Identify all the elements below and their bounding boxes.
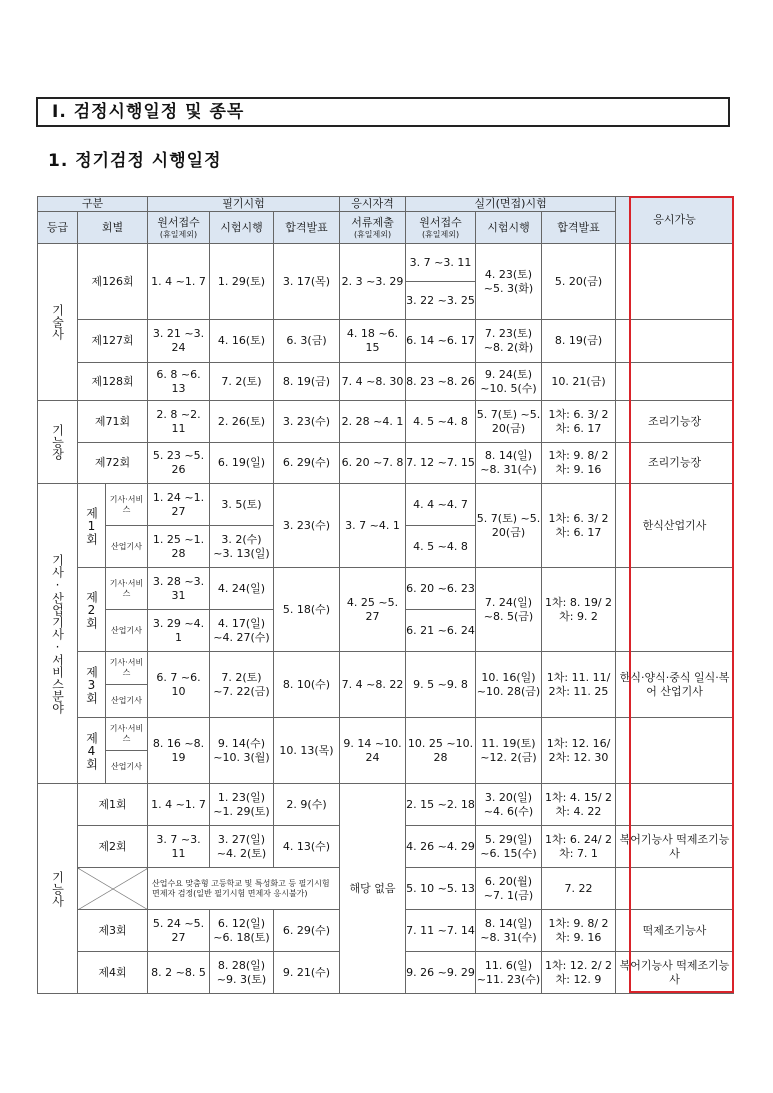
- table-cell: 1차: 6. 3/ 2차: 6. 17: [542, 484, 616, 568]
- table-cell: 1. 29(토): [210, 244, 274, 320]
- header-result: 합격발표: [274, 212, 340, 244]
- table-cell: 10. 25 ~10. 28: [406, 718, 476, 784]
- table-cell: 7. 24(일) ~8. 5(금): [476, 568, 542, 652]
- exemption-note: 산업수요 맞춤형 고등학교 및 특성화고 등 필기시험 면제자 검정(일반 필기시험 면제자 응시불가): [148, 868, 340, 910]
- table-cell: 6. 21 ~6. 24: [406, 610, 476, 652]
- table-cell: 3. 2(수) ~3. 13(일): [210, 526, 274, 568]
- table-cell: 1. 4 ~1. 7: [148, 244, 210, 320]
- header-eligibility: 응시자격: [340, 197, 406, 212]
- table-cell: 1차: 11. 11/ 2차: 11. 25: [542, 652, 616, 718]
- header-group: 구분: [38, 197, 148, 212]
- round-label: 제72회: [78, 443, 148, 484]
- table-cell: 1차: 8. 19/ 2차: 9. 2: [542, 568, 616, 652]
- table-cell: 1차: 9. 8/ 2차: 9. 16: [542, 910, 616, 952]
- table-cell: 조리기능장: [616, 443, 734, 484]
- table-cell: 7. 4 ~8. 22: [340, 652, 406, 718]
- table-cell: 6. 7 ~6. 10: [148, 652, 210, 718]
- sub-label: 산업기사: [106, 526, 148, 568]
- table-cell: 4. 24(일): [210, 568, 274, 610]
- table-cell: 3. 23(수): [274, 484, 340, 568]
- table-cell: 7. 2(토) ~7. 22(금): [210, 652, 274, 718]
- table-cell: 1차: 12. 2/ 2차: 12. 9: [542, 952, 616, 994]
- sub-label: 산업기사: [106, 751, 148, 784]
- table-cell: 3. 7 ~3. 11: [148, 826, 210, 868]
- table-cell: 1차: 9. 8/ 2차: 9. 16: [542, 443, 616, 484]
- round-label: 제4회: [78, 952, 148, 994]
- table-cell: 10. 21(금): [542, 363, 616, 401]
- table-cell: 9. 21(수): [274, 952, 340, 994]
- table-cell: 1차: 6. 24/ 2차: 7. 1: [542, 826, 616, 868]
- table-cell: 8. 14(일) ~8. 31(수): [476, 443, 542, 484]
- table-cell: 2. 8 ~2. 11: [148, 401, 210, 443]
- table-cell: 4. 18 ~6. 15: [340, 320, 406, 363]
- round-label: 제71회: [78, 401, 148, 443]
- table-cell: 2. 3 ~3. 29: [340, 244, 406, 320]
- table-cell: 9. 14(수) ~10. 3(월): [210, 718, 274, 784]
- table-cell: 3. 29 ~4. 1: [148, 610, 210, 652]
- table-cell: 6. 14 ~6. 17: [406, 320, 476, 363]
- header-practical: 실기(면접)시험: [406, 197, 616, 212]
- table-cell: 8. 19(금): [542, 320, 616, 363]
- table-cell: [616, 568, 734, 652]
- header-exam: 시험시행: [210, 212, 274, 244]
- section-title: Ⅰ. 검정시행일정 및 종목: [36, 97, 730, 127]
- table-cell: 3. 21 ~3. 24: [148, 320, 210, 363]
- table-cell: 2. 26(토): [210, 401, 274, 443]
- round-label: 제127회: [78, 320, 148, 363]
- table-cell: 3. 17(목): [274, 244, 340, 320]
- table-cell: 11. 19(토) ~12. 2(금): [476, 718, 542, 784]
- table-cell: 4. 5 ~4. 8: [406, 526, 476, 568]
- table-cell: 6. 8 ~6. 13: [148, 363, 210, 401]
- table-cell: 9. 26 ~9. 29: [406, 952, 476, 994]
- table-cell: 5. 18(수): [274, 568, 340, 652]
- table-cell: 7. 22: [542, 868, 616, 910]
- round-label: 제2회: [78, 568, 106, 652]
- table-cell: 3. 7 ~3. 11: [406, 244, 476, 282]
- table-cell: 3. 28 ~3. 31: [148, 568, 210, 610]
- table-cell: 7. 4 ~8. 30: [340, 363, 406, 401]
- table-cell: 9. 24(토) ~10. 5(수): [476, 363, 542, 401]
- table-cell: 5. 23 ~5. 26: [148, 443, 210, 484]
- table-cell: 4. 4 ~4. 7: [406, 484, 476, 526]
- table-cell: 1. 25 ~1. 28: [148, 526, 210, 568]
- sub-label: 기사·서비스: [106, 568, 148, 610]
- table-cell: 떡제조기능사: [616, 910, 734, 952]
- table-cell: 4. 26 ~4. 29: [406, 826, 476, 868]
- table-cell: 8. 16 ~8. 19: [148, 718, 210, 784]
- sub-label: 기사·서비스: [106, 718, 148, 751]
- table-cell: 2. 28 ~4. 1: [340, 401, 406, 443]
- table-cell: 6. 20(월) ~7. 1(금): [476, 868, 542, 910]
- table-cell: 8. 14(일) ~8. 31(수): [476, 910, 542, 952]
- table-cell: 1. 24 ~1. 27: [148, 484, 210, 526]
- sub-label: 산업기사: [106, 685, 148, 718]
- table-cell: 7. 12 ~7. 15: [406, 443, 476, 484]
- table-cell: 6. 20 ~6. 23: [406, 568, 476, 610]
- table-cell: 5. 29(일) ~6. 15(수): [476, 826, 542, 868]
- group-label: 기능사: [38, 784, 78, 994]
- table-cell: [616, 784, 734, 826]
- table-cell: 6. 29(수): [274, 443, 340, 484]
- sub-label: 기사·서비스: [106, 652, 148, 685]
- table-cell: 2. 15 ~2. 18: [406, 784, 476, 826]
- table-cell: 11. 6(일) ~11. 23(수): [476, 952, 542, 994]
- table-cell: 5. 20(금): [542, 244, 616, 320]
- table-cell: [616, 718, 734, 784]
- table-cell: 5. 7(토) ~5. 20(금): [476, 484, 542, 568]
- table-cell: [616, 320, 734, 363]
- table-cell: 5. 10 ~5. 13: [406, 868, 476, 910]
- table-cell: 8. 28(일) ~9. 3(토): [210, 952, 274, 994]
- table-cell: 3. 5(토): [210, 484, 274, 526]
- table-cell: [616, 868, 734, 910]
- table-cell: 10. 13(목): [274, 718, 340, 784]
- table-cell: 8. 2 ~8. 5: [148, 952, 210, 994]
- header-round: 회별: [78, 212, 148, 244]
- table-cell: 5. 7(토) ~5. 20(금): [476, 401, 542, 443]
- table-cell: 4. 16(토): [210, 320, 274, 363]
- round-label: 제4회: [78, 718, 106, 784]
- round-label: 제2회: [78, 826, 148, 868]
- round-label: 제128회: [78, 363, 148, 401]
- table-cell: 7. 11 ~7. 14: [406, 910, 476, 952]
- table-cell: 7. 23(토) ~8. 2(화): [476, 320, 542, 363]
- empty-diagonal-cell: [78, 868, 148, 910]
- header-p-exam: 시험시행: [476, 212, 542, 244]
- table-cell: 8. 23 ~8. 26: [406, 363, 476, 401]
- table-cell: 3. 23(수): [274, 401, 340, 443]
- group-label: 기사·산업기사·서비스분야: [38, 484, 78, 784]
- group-label: 기술사: [38, 244, 78, 401]
- table-cell: 복어기능사 떡제조기능사: [616, 826, 734, 868]
- round-label: 제3회: [78, 910, 148, 952]
- round-label: 제1회: [78, 484, 106, 568]
- header-grade: 등급: [38, 212, 78, 244]
- table-cell: 4. 5 ~4. 8: [406, 401, 476, 443]
- table-cell: 1. 23(일) ~1. 29(토): [210, 784, 274, 826]
- group-label: 기능장: [38, 401, 78, 484]
- table-cell: 6. 12(일) ~6. 18(토): [210, 910, 274, 952]
- table-cell: 6. 3(금): [274, 320, 340, 363]
- subsection-title: 1. 정기검정 시행일정: [48, 151, 222, 171]
- table-cell: 해당 없음: [340, 784, 406, 994]
- table-cell: 1차: 12. 16/ 2차: 12. 30: [542, 718, 616, 784]
- table-cell: 한식·양식·중식 일식·복어 산업기사: [616, 652, 734, 718]
- table-cell: 10. 16(일) ~10. 28(금): [476, 652, 542, 718]
- table-cell: 4. 17(일) ~4. 27(수): [210, 610, 274, 652]
- table-cell: [616, 244, 734, 320]
- table-cell: 3. 20(일) ~4. 6(수): [476, 784, 542, 826]
- table-cell: 한식산업기사: [616, 484, 734, 568]
- table-cell: 7. 2(토): [210, 363, 274, 401]
- table-cell: 6. 19(일): [210, 443, 274, 484]
- table-cell: 복어기능사 떡제조기능사: [616, 952, 734, 994]
- table-cell: 8. 10(수): [274, 652, 340, 718]
- table-cell: 3. 22 ~3. 25: [406, 282, 476, 320]
- table-cell: 1차: 4. 15/ 2차: 4. 22: [542, 784, 616, 826]
- header-p-result: 합격발표: [542, 212, 616, 244]
- table-cell: [616, 363, 734, 401]
- sub-label: 기사·서비스: [106, 484, 148, 526]
- table-cell: 8. 19(금): [274, 363, 340, 401]
- header-docs: 서류제출 (휴일제외): [340, 212, 406, 244]
- table-cell: 4. 25 ~5. 27: [340, 568, 406, 652]
- header-written: 필기시험: [148, 197, 340, 212]
- table-cell: 3. 7 ~4. 1: [340, 484, 406, 568]
- table-cell: 5. 24 ~5. 27: [148, 910, 210, 952]
- table-cell: 6. 29(수): [274, 910, 340, 952]
- header-apply: 원서접수 (휴일제외): [148, 212, 210, 244]
- header-possible: 응시가능: [616, 197, 734, 244]
- table-cell: 9. 14 ~10. 24: [340, 718, 406, 784]
- table-cell: 1. 4 ~1. 7: [148, 784, 210, 826]
- header-p-apply: 원서접수 (휴일제외): [406, 212, 476, 244]
- table-cell: 6. 20 ~7. 8: [340, 443, 406, 484]
- table-cell: 3. 27(일) ~4. 2(토): [210, 826, 274, 868]
- table-cell: 4. 23(토) ~5. 3(화): [476, 244, 542, 320]
- table-cell: 조리기능장: [616, 401, 734, 443]
- table-cell: 1차: 6. 3/ 2차: 6. 17: [542, 401, 616, 443]
- sub-label: 산업기사: [106, 610, 148, 652]
- schedule-table: [37, 196, 734, 994]
- round-label: 제3회: [78, 652, 106, 718]
- table-cell: 4. 13(수): [274, 826, 340, 868]
- round-label: 제126회: [78, 244, 148, 320]
- table-cell: 9. 5 ~9. 8: [406, 652, 476, 718]
- table-cell: 2. 9(수): [274, 784, 340, 826]
- round-label: 제1회: [78, 784, 148, 826]
